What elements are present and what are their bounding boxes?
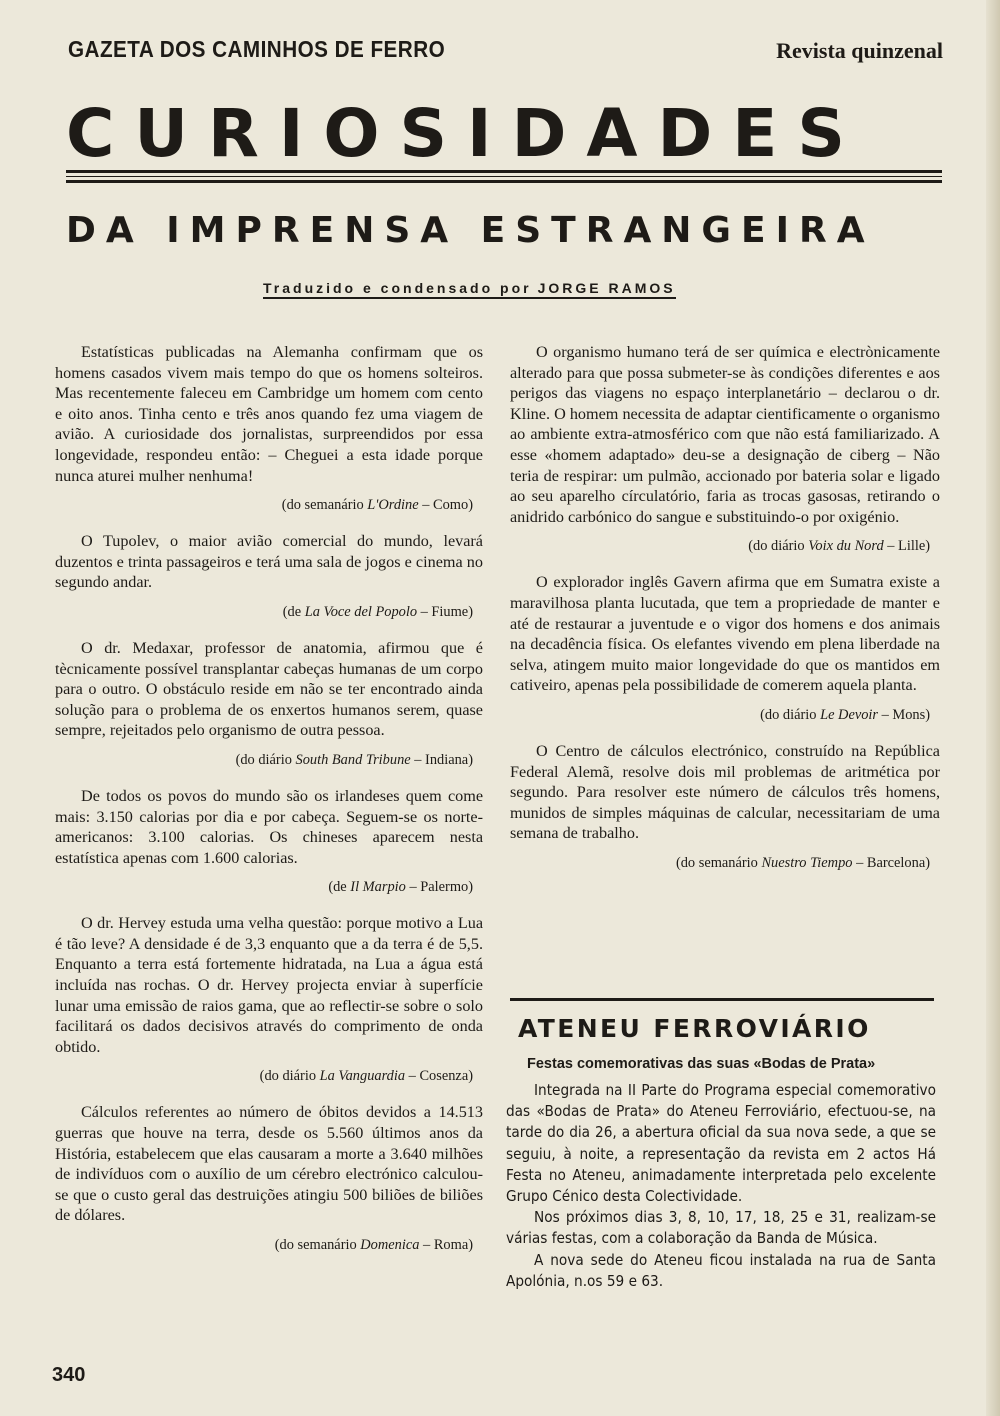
byline [263, 280, 676, 299]
publication-frequency: Revista quinzenal [776, 38, 943, 63]
ateneu-subtitle: Festas comemorativas das suas «Bodas de Prata» [527, 1056, 876, 1072]
source-publication: La Voce del Popolo [304, 603, 418, 620]
news-source: (do semanário L'Ordine – Como) [281, 497, 473, 514]
byline-author: JORGE RAMOS [537, 280, 676, 296]
ateneu-paragraph: A nova sede do Ateneu ficou instalada na rua de Santa Apolónia, n.os 59 e 63. [506, 1250, 936, 1290]
source-publication: South Band Tribune [295, 751, 411, 768]
news-source: (do diário Voix du Nord – Lille) [748, 538, 930, 555]
news-item-text: O explorador inglês Gavern afirma que em Sumatra existe a maravilhosa planta lucutada, que tem a propriedade de manter e até de restaurar a juventude e o vigor dos homens e dos animais na decadência física. Os elefantes vivendo em plena liberdade na selva, atingem muito maior longevidade do que os mantidos em cativeiro, apenas pela possibilidade de comerem aquela planta. [510, 573, 940, 695]
ateneu-body [506, 1080, 936, 1292]
news-item-text: O dr. Hervey estuda uma velha questão: porque motivo a Lua é tão leve? A densidade é de 3,3 enquanto que a da terra é de 5,5. Enquanto a terra está fortemente hidratada, na Lua a água está incluída nas rochas. O dr. Hervey projecta enviar à superfície lunar uma emissão de raios gama, que ao reflectir-se sobre o solo facilitará os dados decisivos através do comprimento de onda obtido. [55, 914, 483, 1056]
source-publication: L'Ordine [367, 497, 419, 514]
right-column [510, 342, 940, 873]
news-item [55, 531, 483, 622]
source-publication: La Vanguardia [319, 1068, 406, 1085]
journal-name: GAZETA DOS CAMINHOS DE FERRO [68, 36, 446, 62]
news-source: (de La Voce del Popolo – Fiume) [282, 603, 473, 620]
news-source: (do diário La Vanguardia – Cosenza) [259, 1068, 473, 1085]
source-publication: Il Marpio [350, 879, 406, 896]
source-publication: Le Devoir [820, 706, 879, 723]
news-item [55, 913, 483, 1086]
news-item [55, 1102, 483, 1255]
news-item-text: O Centro de cálculos electrónico, construído na República Federal Alemã, resolve dois mil problemas de aritmética por segundo. Para resolver este número de cálculos três homens, munidos de simples máquinas de calcular, necessitariam de uma semana de trabalho. [510, 741, 940, 843]
page-number: 340 [52, 1364, 86, 1386]
news-source: (do semanário Domenica – Roma) [274, 1237, 473, 1253]
article-subtitle: DA IMPRENSA ESTRANGEIRA [66, 210, 875, 251]
article-title: CURIOSIDADES [66, 98, 865, 170]
news-source: (de Il Marpio – Palermo) [328, 879, 473, 896]
news-item [55, 342, 483, 515]
news-item-text: O Tupolev, o maior avião comercial do mundo, levará duzentos e trinta passageiros e terá uma sala de jogos e cinema no segundo andar. [55, 532, 483, 592]
left-column [55, 342, 483, 1255]
news-item [55, 786, 483, 897]
source-publication: Nuestro Tiempo [761, 854, 853, 871]
title-rule [66, 180, 942, 183]
source-publication: Voix du Nord [808, 538, 884, 555]
ateneu-paragraph: Nos próximos dias 3, 8, 10, 17, 18, 25 e 31, realizam-se várias festas, com a colaboração da Banda de Música. [506, 1208, 936, 1248]
page-edge [986, 0, 1000, 1416]
news-item [510, 741, 940, 873]
byline-prefix: Traduzido e condensado por [263, 280, 532, 296]
section-rule [510, 998, 934, 1001]
news-source: (do diário South Band Tribune – Indiana) [235, 751, 473, 768]
news-item-text: O organismo humano terá de ser química e electrònicamente alterado para que possa submeter-se às condições diferentes e aos perigos das viagens no espaço interplanetário – declarou o dr. Kline. O homem necessita de adaptar cientificamente o organismo ao ambiente extra-atmosférico com que não está familiarizado. A esse «homem adaptado» deu-se a designação de ciberg – Não teria de respirar: um pulmão, accionado por bateria solar e ligado ao seu aparelho círculatório, faria as trocas gasosas, retirando o anidrido carbónico do sangue e substituindo-o por oxigénio. [510, 343, 940, 526]
running-head [68, 36, 943, 68]
news-item-text: Estatísticas publicadas na Alemanha confirmam que os homens casados vivem mais tempo do que os homens solteiros. Mas recentemente faleceu em Cambridge um homem com cento e oito anos. Tinha cento e três anos quando fez uma viagem de avião. A curiosidade dos jornalistas, surpreendidos por essa longevidade, respondeu então: – Cheguei a esta idade porque nunca aturei mulher nenhuma! [55, 343, 483, 485]
news-item-text: O dr. Medaxar, professor de anatomia, afirmou que é tècnicamente possível transplantar cabeças humanas de um corpo para o outro. O obstáculo reside em não se ter encontrado ainda solução para o problema de os enxertos humanos serem, quase sempre, rejeitados pelo organismo de outra pessoa. [55, 638, 483, 740]
news-item [510, 572, 940, 725]
title-rule [66, 176, 942, 177]
source-publication: Domenica [360, 1237, 420, 1253]
news-item-text: Cálculos referentes ao número de óbitos devidos a 14.513 guerras que houve na terra, desde os 5.560 últimos anos da História, estabelecem que elas causaram a morte a 3.640 milhões de indivíduos com o auxílio de um cérebro electrónico calculou-se que o custo geral das destruições atingiu 500 biliões de biliões de dólares. [55, 1103, 483, 1225]
ateneu-paragraph: Integrada na II Parte do Programa especial comemorativo das «Bodas de Prata» do Ateneu Ferroviário, efectuou-se, na tarde do dia 26, a abertura oficial da sua nova sede, a que se seguiu, à noite, a representação da revista em 2 actos Há Festa no Ateneu, animadamente interpretada pelo excelente Grupo Cénico desta Colectividade. [506, 1081, 936, 1206]
news-source: (do semanário Nuestro Tiempo – Barcelona) [675, 854, 930, 871]
title-rule [66, 170, 942, 173]
news-item [55, 638, 483, 770]
news-item [510, 342, 940, 556]
ateneu-title: ATENEU FERROVIÁRIO [518, 1014, 871, 1043]
news-item-text: De todos os povos do mundo são os irlandeses quem come mais: 3.150 calorias por dia e por cabeça. Seguem-se os norte-americanos: 3.100 calorias. Os chineses aparecem nesta estatística apenas com 1.600 calorias. [55, 786, 483, 867]
news-source: (do diário Le Devoir – Mons) [760, 706, 930, 723]
